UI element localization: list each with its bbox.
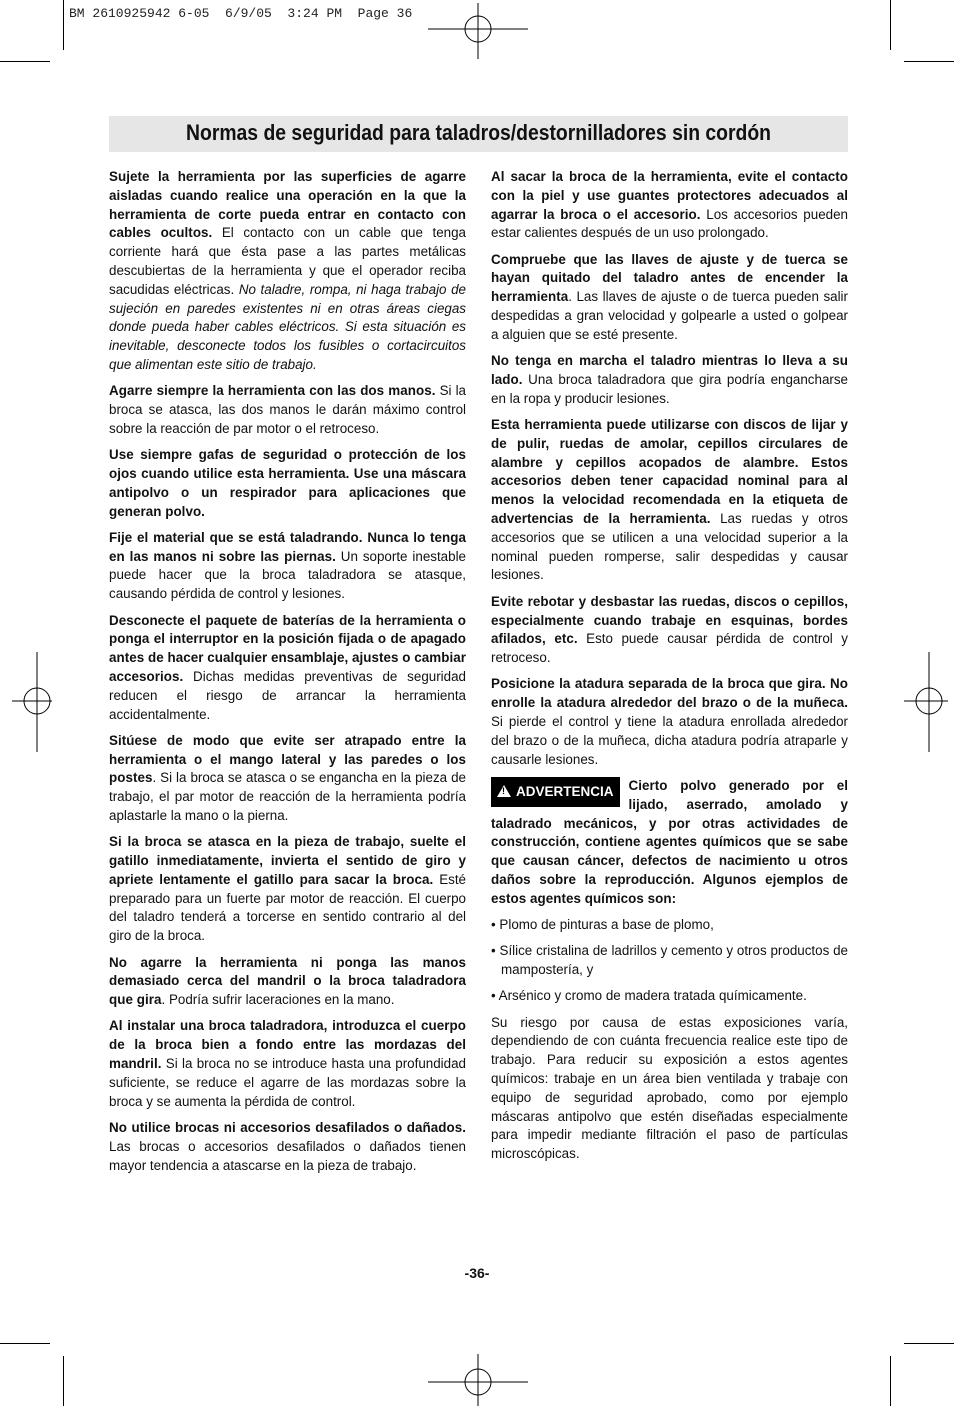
paragraph: Sujete la herramienta por las superficies de agarre aisladas cuando realice una operación en la que la herramienta de corte pueda entrar en contacto con cables ocultos. El contacto con un cable que tenga corriente hará que ésta pase a las partes metálicas descubiertas de la herramienta y que el operador reciba sacudidas eléctricas. No taladre, rompa, ni haga trabajo de sujeción en paredes existentes ni en otras áreas ciegas donde pueda haber cables eléctricos. Si esta situación es inevitable, desconecte todos los fusibles o cortacircuitos que alimentan este sitio de trabajo. [109,169,467,372]
paragraph: Evite rebotar y desbastar las ruedas, discos o cepillos, especialmente cuando trabaje en esquinas, bordes afilados, etc. Esto puede causar pérdida de control y retroceso. [491,593,848,666]
paragraph: Al sacar la broca de la herramienta, evite el contacto con la piel y use guantes protectores adecuados al agarrar la broca o el accesorio. Los accesorios pueden estar calientes después de un uso prolongado. [491,169,848,241]
print-slug: BM 2610925942 6-05 6/9/05 3:24 PM Page 36 [69,6,413,21]
page-number: -36- [464,1265,490,1281]
registration-mark-top [428,3,528,59]
paragraph: Agarre siempre la herramienta con las dos manos. Si la broca se atasca, las dos manos le darán máximo control sobre la reacción de par motor o el retroceso. [109,383,466,436]
paragraph: Sitúese de modo que evite ser atrapado entre la herramienta o el mango lateral y las paredes o los postes. Si la broca se atasca o se engancha en la pieza de trabajo, el par motor de reacción de la herramienta podría aplastarle la mano o la pierna. [109,732,466,823]
left-column [109,168,466,1183]
warning-block [491,777,848,909]
paragraph: Fije el material que se está taladrando. Nunca lo tenga en las manos ni sobre las piernas. Un soporte inestable puede hacer que la broca taladradora se atasque, causando pérdida de control y lesiones. [109,529,466,602]
registration-mark-left [12,652,52,752]
paragraph: Posicione la atadura separada de la broca que gira. No enrolle la atadura alrededor del brazo o de la muñeca. Si pierde el control y tiene la atadura enrollada alrededor del brazo o de la muñeca, dicha atadura podría atraparle y causarle lesiones. [491,676,848,767]
warning-text: Cierto polvo generado por el lijado, aserrado, amolado y taladrado mecánicos, y por otras actividades de construcción, contiene agentes químicos que se sabe que causan cáncer, defectos de nacimiento u otros daños sobre la reproducción. Algunos ejemplos de estos agentes químicos son: [491,777,848,906]
title-bar [109,116,848,152]
list-item: • Arsénico y cromo de madera tratada químicamente. [491,988,807,1004]
list-item: • Sílice cristalina de ladrillos y cemento y otros productos de mampostería, y [491,943,848,978]
paragraph: No utilice brocas ni accesorios desafilados o dañados. Las brocas o accesorios desafilados o dañados tienen mayor tendencia a atascarse en la pieza de trabajo. [109,1119,466,1173]
paragraph: No tenga en marcha el taladro mientras lo lleva a su lado. Una broca taladradora que gira podría engancharse en la ropa y producir lesiones. [491,353,848,406]
paragraph: Compruebe que las llaves de ajuste y de tuerca se hayan quitado del taladro antes de encender la herramienta. Las llaves de ajuste o de tuerca pueden salir despedidas a gran velocidad y golpearle a usted o golpear a alguien que se esté presente. [491,251,848,342]
paragraph: Si la broca se atasca en la pieza de trabajo, suelte el gatillo inmediatamente, invierta el sentido de giro y apriete lentamente el gatillo para sacar la broca. Esté preparado para un fuerte par motor de reacción. El cuerpo del taladro tenderá a torcerse en sentido contrario al del giro de la broca. [109,834,466,944]
paragraph: Use siempre gafas de seguridad o protección de los ojos cuando utilice esta herramienta. Use una máscara antipolvo o un respirador para aplicaciones que generan polvo. [109,447,466,519]
registration-mark-bottom [428,1354,528,1406]
paragraph: No agarre la herramienta ni ponga las manos demasiado cerca del mandril o la broca taladradora que gira. Podría sufrir laceraciones en la mano. [109,954,466,1008]
right-column [491,168,848,1172]
page-title: Normas de seguridad para taladros/destornilladores sin cordón [186,120,771,145]
list-item: • Plomo de pinturas a base de plomo, [491,916,714,932]
warning-triangle-icon [497,785,511,797]
paragraph: Al instalar una broca taladradora, introduzca el cuerpo de la broca bien a fondo entre las mordazas del mandril. Si la broca no se introduce hasta una profundidad suficiente, se reduce el agarre de las mordazas sobre la broca y se aumenta la pérdida de control. [109,1018,466,1109]
registration-mark-right [904,652,948,752]
warning-badge: !ADVERTENCIA [491,777,620,807]
closing-paragraph: Su riesgo por causa de estas exposiciones varía, dependiendo de con cuánta frecuencia realice este tipo de trabajo. Para reducir su exposición a estos agentes químicos: trabaje en un área bien ventilada y trabaje con equipo de seguridad aprobado, como por ejemplo máscaras antipolvo que estén diseñadas especialmente para impedir mediante filtración el paso de partículas microscópicas. [491,1014,848,1162]
paragraph: Esta herramienta puede utilizarse con discos de lijar y de pulir, ruedas de amolar, cepillos circulares de alambre y cepillos acopados de alambre. Estos accesorios deben tener capacidad nominal para al menos la velocidad recomendada en la etiqueta de advertencias de la herramienta. Las ruedas y otros accesorios que se utilicen a una velocidad superior a la nominal pueden romperse, salir despedidas y causar lesiones. [491,417,848,583]
paragraph: Desconecte el paquete de baterías de la herramienta o ponga el interruptor en la posición fijada o de apagado antes de hacer cualquier ensamblaje, ajustes o cambiar accesorios. Dichas medidas preventivas de seguridad reducen el riesgo de arrancar la herramienta accidentalmente. [109,612,466,722]
